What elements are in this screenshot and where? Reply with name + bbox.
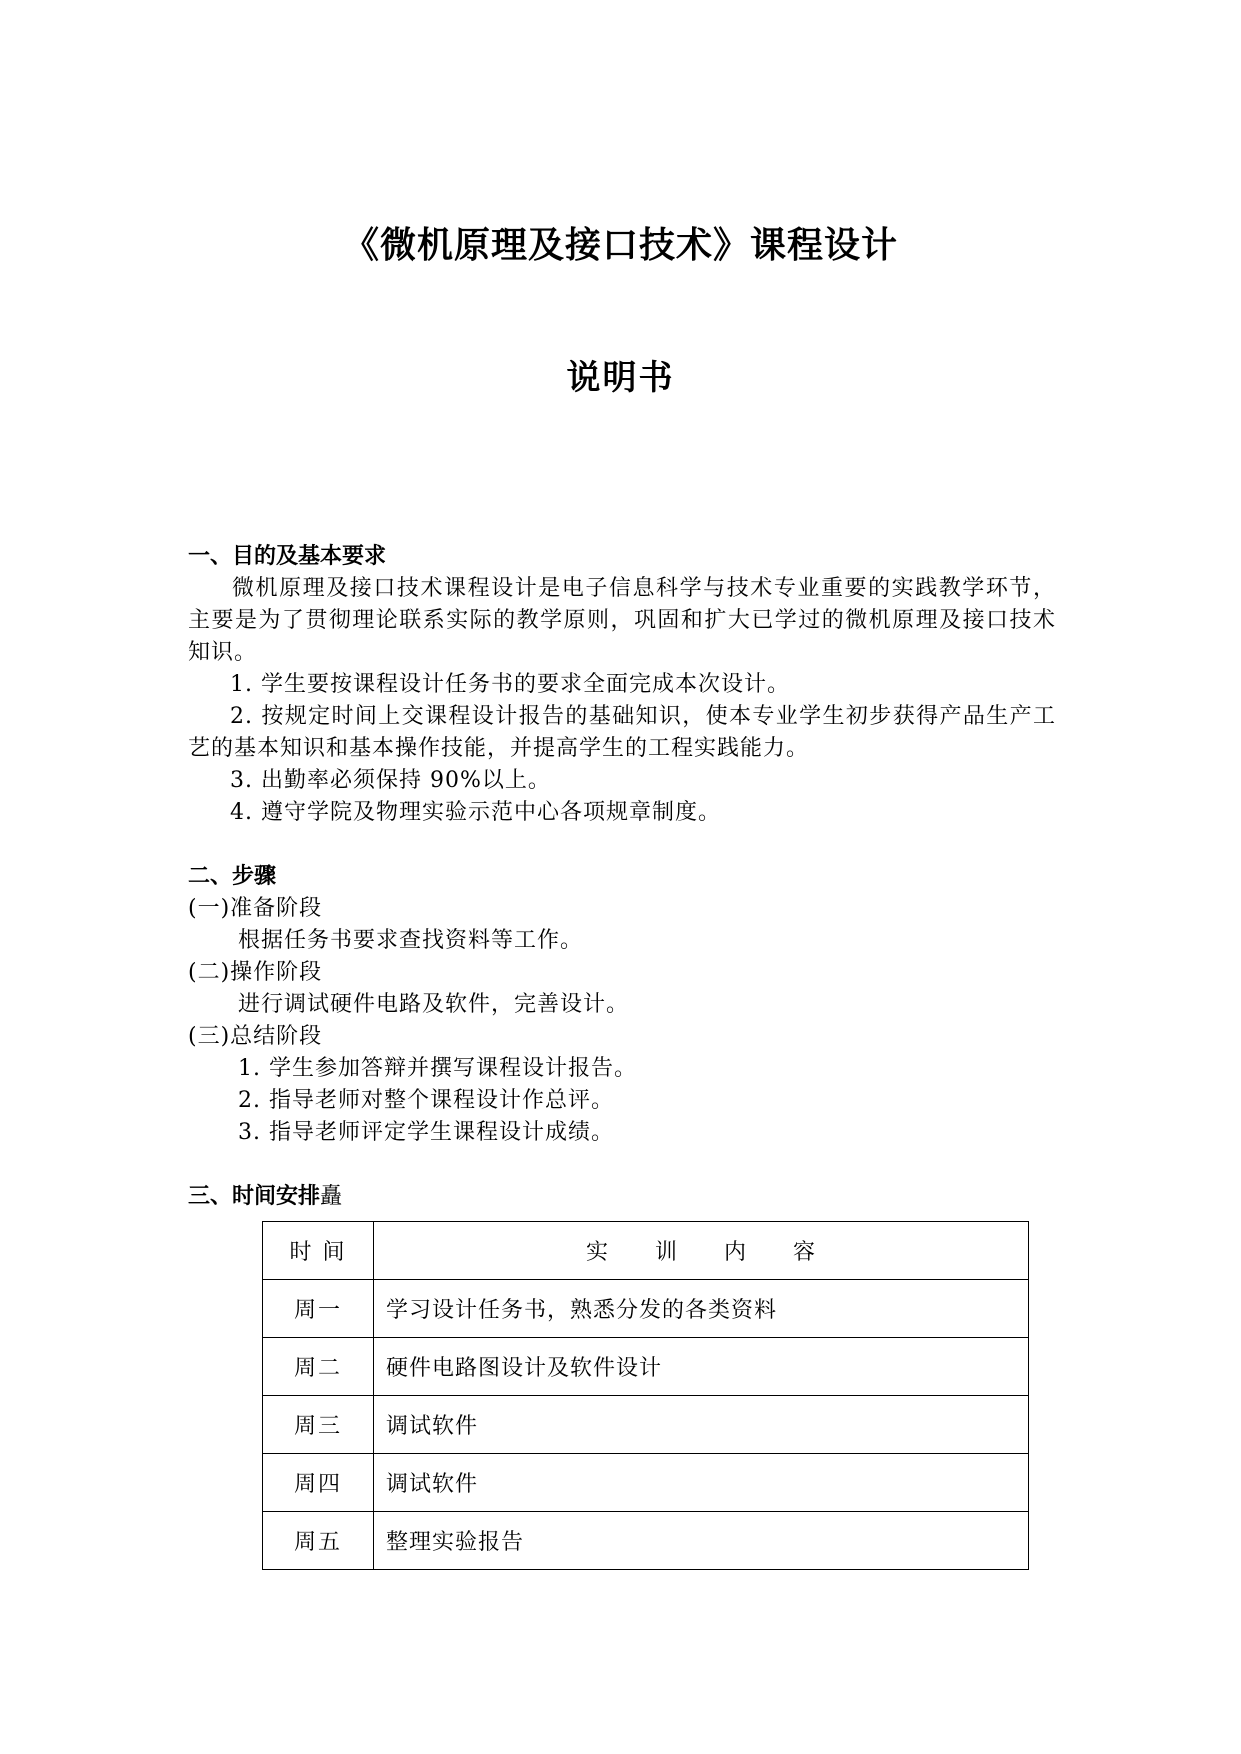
table-header-time: 时 间 <box>263 1222 374 1280</box>
table-cell-content: 硬件电路图设计及软件设计 <box>374 1338 1029 1396</box>
purpose-item: 1. 学生要按课程设计任务书的要求全面完成本次设计。 <box>230 672 790 697</box>
table-row <box>263 1396 1029 1454</box>
purpose-intro-paragraph: 微机原理及接口技术课程设计是电子信息科学与技术专业重要的实践教学环节，主要是为了贯彻理论联系实际的教学原则，巩固和扩大已学过的微机原理及接口技术知识。 <box>188 576 1056 665</box>
table-cell-content: 调试软件 <box>374 1396 1029 1454</box>
table-cell-content: 学习设计任务书，熟悉分发的各类资料 <box>374 1280 1029 1338</box>
section-heading-schedule-text: 三、时间安排 <box>188 1184 321 1209</box>
section-heading-steps: 二、步骤 <box>188 864 277 889</box>
table-header-content: 实 训 内 容 <box>374 1222 1029 1280</box>
section-heading-purpose: 一、目的及基本要求 <box>188 544 387 569</box>
phase-text: 进行调试硬件电路及软件，完善设计。 <box>238 992 630 1017</box>
summary-item: 3. 指导老师评定学生课程设计成绩。 <box>238 1120 614 1145</box>
document-subtitle: 说明书 <box>566 358 675 398</box>
table-cell-time: 周五 <box>263 1512 374 1570</box>
table-row <box>263 1280 1029 1338</box>
section-gap <box>188 1149 1056 1181</box>
document-body <box>188 541 1056 1213</box>
table-row <box>263 1338 1029 1396</box>
phase-title: (一)准备阶段 <box>188 896 323 921</box>
table-row <box>263 1512 1029 1570</box>
table-cell-time: 周四 <box>263 1454 374 1512</box>
summary-item: 1. 学生参加答辩并撰写课程设计报告。 <box>238 1056 637 1081</box>
table-cell-time: 周一 <box>263 1280 374 1338</box>
section-gap <box>188 829 1056 861</box>
schedule-table <box>262 1221 1029 1570</box>
summary-item: 2. 指导老师对整个课程设计作总评。 <box>238 1088 614 1113</box>
purpose-item: 2. 按规定时间上交课程设计报告的基础知识，使本专业学生初步获得产品生产工艺的基本知识和基本操作技能，并提高学生的工程实践能力。 <box>188 704 1056 761</box>
section-heading-schedule-suffix: 矗 <box>320 1184 343 1209</box>
purpose-item: 4. 遵守学院及物理实验示范中心各项规章制度。 <box>230 800 721 825</box>
phase-title: (二)操作阶段 <box>188 960 323 985</box>
phase-title: (三)总结阶段 <box>188 1024 323 1049</box>
table-cell-time: 周二 <box>263 1338 374 1396</box>
document-title: 《微机原理及接口技术》课程设计 <box>342 225 898 266</box>
table-cell-content: 整理实验报告 <box>374 1512 1029 1570</box>
phase-text: 根据任务书要求查找资料等工作。 <box>238 928 584 953</box>
purpose-item: 3. 出勤率必须保持 90%以上。 <box>230 768 551 793</box>
table-row <box>263 1454 1029 1512</box>
table-cell-time: 周三 <box>263 1396 374 1454</box>
section-heading-schedule <box>188 1181 1056 1213</box>
table-cell-content: 调试软件 <box>374 1454 1029 1512</box>
table-header-row <box>263 1222 1029 1280</box>
